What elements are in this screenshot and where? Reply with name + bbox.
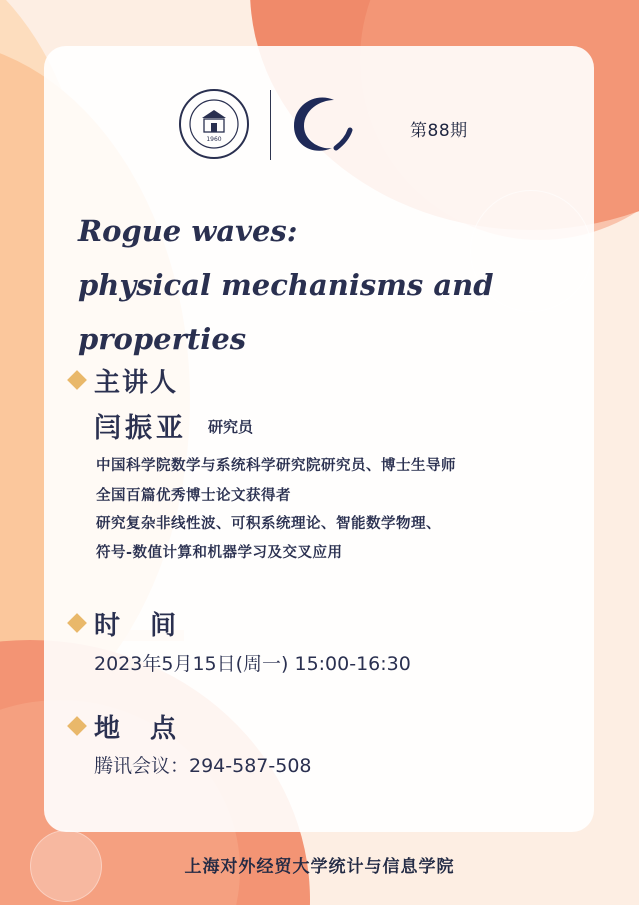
svg-text:1960: 1960	[206, 136, 222, 143]
lecture-series-logo	[286, 90, 356, 160]
speaker-bio-line: 中国科学院数学与系统科学研究院研究员、博士生导师	[96, 458, 456, 474]
talk-title	[78, 204, 598, 366]
university-seal-logo	[178, 88, 250, 160]
talk-title-line-2: physical mechanisms and properties	[78, 268, 494, 356]
time-heading	[64, 605, 178, 641]
speaker-title: 研究员	[208, 418, 254, 436]
talk-title-line-1: Rogue waves:	[78, 214, 298, 248]
event-time: 2023年5月15日(周一) 15:00-16:30	[94, 653, 411, 675]
speaker-bio-line: 符号-数值计算和机器学习及交叉应用	[96, 545, 343, 561]
organizer-footer: 上海对外经贸大学统计与信息学院	[184, 857, 455, 877]
event-location: 腾讯会议：294-587-508	[94, 755, 312, 777]
speaker-heading-text: 主讲人	[94, 362, 178, 399]
diamond-bullet-icon	[67, 716, 87, 736]
diamond-bullet-icon	[67, 613, 87, 633]
location-heading-text: 地 点	[94, 708, 178, 745]
speaker-bio-line: 研究复杂非线性波、可积系统理论、智能数学物理、	[96, 516, 441, 532]
diamond-bullet-icon	[67, 370, 87, 390]
logo-divider	[270, 90, 271, 160]
location-heading	[64, 708, 178, 744]
speaker-bio-line: 全国百篇优秀博士论文获得者	[96, 488, 291, 504]
time-heading-text: 时 间	[94, 605, 178, 642]
speaker-name: 闫振亚	[94, 413, 187, 444]
speaker-heading	[64, 362, 178, 398]
lecture-series-number: 第88期	[410, 121, 468, 141]
